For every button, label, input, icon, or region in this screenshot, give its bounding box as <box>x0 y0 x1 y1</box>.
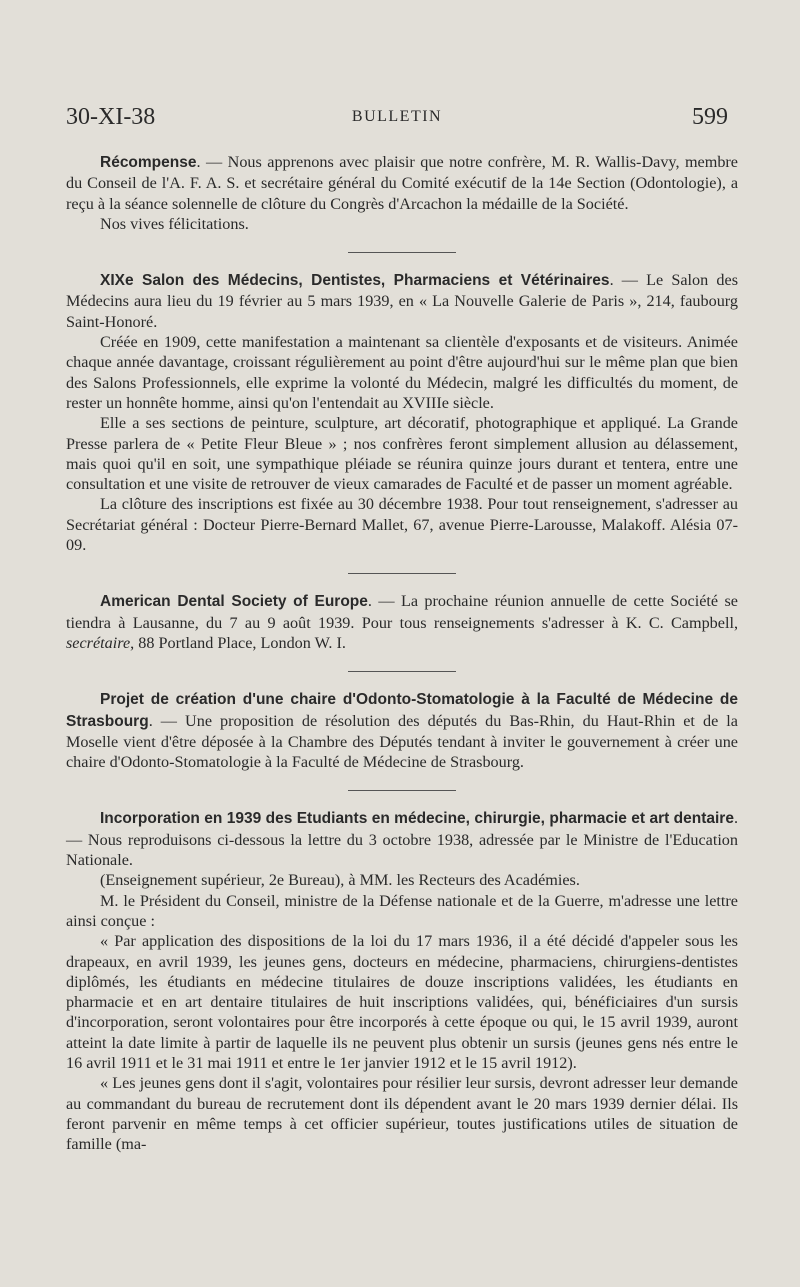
section-divider <box>348 790 456 791</box>
section-recompense-p2: Nos vives félicitations. <box>100 214 249 233</box>
section-incorporation-p2: (Enseignement supérieur, 2e Bureau), à MM. les Recteurs des Académies. <box>100 871 580 890</box>
page-number: 599 <box>692 104 728 130</box>
section-incorporation-p3: M. le Président du Conseil, ministre de la Défense nationale et de la Guerre, m'adresse une lettre ainsi conçue : <box>66 891 738 930</box>
section-salon-p2: Créée en 1909, cette manifestation a maintenant sa clientèle d'exposants et de visiteurs. Animée chaque année davantage, croissant régulièrement au point d'être aujourd'hui sur le même plan que bien des Salons Professionnels, elle exprime la volonté du Médecin, malgré les difficultés du moment, de rester un honnête homme, ainsi qu'on l'entendait au XVIIIe siècle. <box>66 333 738 412</box>
section-divider <box>348 252 456 253</box>
section-title-incorporation: Incorporation en 1939 des Etudiants en médecine, chirurgie, pharmacie et art dentaire <box>100 810 734 828</box>
section-divider <box>348 573 456 574</box>
section-incorporation-p4: « Par application des dispositions de la loi du 17 mars 1936, il a été décidé d'appeler sous les drapeaux, en avril 1939, les jeunes gens, docteurs en médecine, pharmaciens, chirurgiens-dentistes diplômés, les étudiants en médecine titulaires de douze inscriptions validées, les étudiants en pharmacie et en art dentaire titulaires de huit inscriptions validées, qui, bénéficiaires d'un sursis d'incorporation, seront volontaires pour être incorporés à cette époque ou qui, le 15 avril 1939, auront atteint la date limite à partir de laquelle ils ne peuvent plus obtenir un sursis (jeunes gens nés entre le 16 avril 1911 et le 31 mai 1911 et entre le 1er janvier 1912 et le 15 avril 1912). <box>66 932 738 1072</box>
section-title-salon: XIXe Salon des Médecins, Dentistes, Pharmaciens et Vétérinaires <box>100 272 610 290</box>
section-incorporation-p5: « Les jeunes gens dont il s'agit, volontaires pour résilier leur sursis, devront adresser leur demande au commandant du bureau de recrutement dont ils dépendent avant le 20 mars 1939 dernier délai. Ils feront parvenir en même temps à cet officier supérieur, toutes justifications utiles de situation de famille (ma- <box>66 1074 738 1154</box>
page-header <box>66 104 728 134</box>
section-title-american-dental: American Dental Society of Europe <box>100 593 368 611</box>
section-divider <box>348 671 456 672</box>
section-title-chaire: Projet de création d'une chaire d'Odonto-Stomatologie à la Faculté de Médecine de Strasbourg <box>66 691 738 730</box>
journal-title: BULLETIN <box>351 108 443 125</box>
section-american-dental-p1: American Dental Society of Europe. — La prochaine réunion annuelle de cette Société se tiendra à Lausanne, du 7 au 9 août 1939. Pour tous renseignements s'adresser à K. C. Campbell, secrétaire, 88 Portland Place, London W. I. <box>66 592 738 652</box>
issue-date: 30-XI-38 <box>66 104 156 130</box>
section-recompense-p1: Récompense. — Nous apprenons avec plaisir que notre confrère, M. R. Wallis-Davy, membre du Conseil de l'A. F. A. S. et secrétaire général du Comité exécutif de la 14e Section (Odontologie), a reçu à la séance solennelle de clôture du Congrès d'Arcachon la médaille de la Société. <box>66 153 738 213</box>
section-salon-p3: Elle a ses sections de peinture, sculpture, art décoratif, photographique et appliqué. La Grande Presse parlera de « Petite Fleur Bleue » ; nos confrères feront simplement allusion au délassement, mais quoi qu'il en soit, une sympathique pléiade se réunira quinze jours durant et tentera, entre une consultation et une visite de retrouver de vieux camarades de Faculté et de passer un moment agréable. <box>66 414 738 494</box>
section-title-recompense: Récompense <box>100 154 197 171</box>
article-body <box>66 152 738 1154</box>
section-salon-p4: La clôture des inscriptions est fixée au 30 décembre 1938. Pour tout renseignement, s'adresser au Secrétariat général : Docteur Pierre-Bernard Mallet, 67, avenue Pierre-Larousse, Malakoff. Alésia 07-09. <box>66 495 738 555</box>
section-incorporation-p1: Incorporation en 1939 des Etudiants en médecine, chirurgie, pharmacie et art dentaire. — Nous reproduisons ci-dessous la lettre du 3 octobre 1938, adressée par le Ministre de l'Education Nationale. <box>66 809 738 870</box>
section-chaire-p1: Projet de création d'une chaire d'Odonto-Stomatologie à la Faculté de Médecine de Strasbourg. — Une proposition de résolution des députés du Bas-Rhin, du Haut-Rhin et de la Moselle vient d'être déposée à la Chambre des Députés tendant à inviter le gouvernement à créer une chaire d'Odonto-Stomatologie à la Faculté de Médecine de Strasbourg. <box>66 691 738 772</box>
section-salon-p1: XIXe Salon des Médecins, Dentistes, Pharmaciens et Vétérinaires. — Le Salon des Médecins aura lieu du 19 février au 5 mars 1939, en « La Nouvelle Galerie de Paris », 214, faubourg Saint-Honoré. <box>66 271 738 331</box>
